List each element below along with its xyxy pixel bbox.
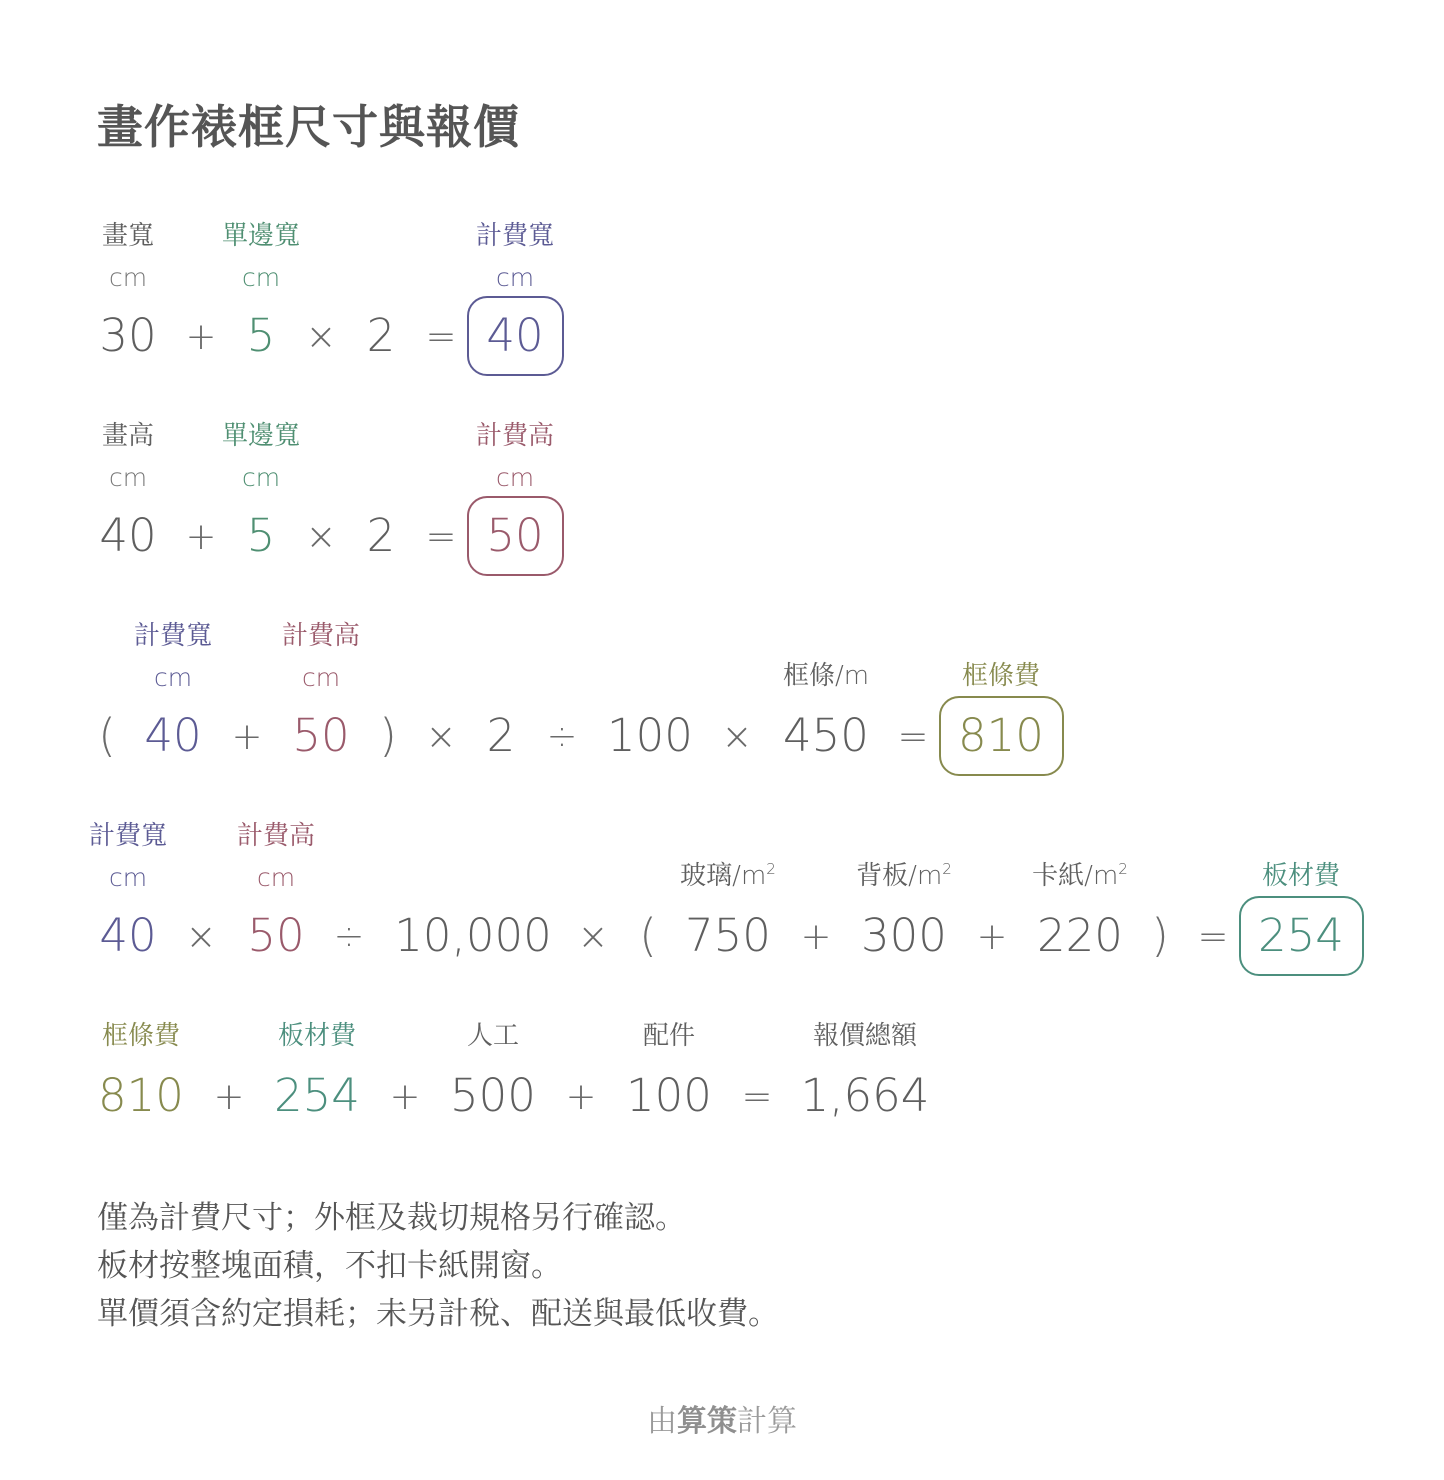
unit-label: cm	[108, 463, 148, 492]
labor-value: 500	[450, 1069, 536, 1122]
billing-height-result: 50	[486, 509, 544, 562]
plus-operator: +	[231, 715, 263, 758]
note-line: 僅為計費尺寸；外框及裁切規格另行確認。	[97, 1200, 686, 1236]
footer-prefix: 由	[647, 1404, 677, 1439]
times-operator: ×	[425, 715, 457, 758]
plus-operator: +	[389, 1075, 421, 1118]
billing-height-value: 50	[247, 909, 305, 962]
mat-rate-label: 卡紙$/m^2$	[1032, 860, 1128, 891]
frame-cost-value: 810	[98, 1069, 184, 1122]
note-line: 板材按整塊面積，不扣卡紙開窗。	[97, 1248, 562, 1284]
billing-width-value: 40	[99, 909, 157, 962]
hardware-value: 100	[626, 1069, 712, 1122]
notes	[97, 1194, 779, 1338]
equals-operator: =	[741, 1075, 773, 1118]
divide-operator: ÷	[546, 715, 578, 758]
unit-label: cm	[241, 263, 281, 292]
unit-label: cm	[108, 863, 148, 892]
glass-rate-label: 玻璃$/m^2$	[680, 860, 776, 891]
unit-label: cm	[301, 663, 341, 692]
unit-label: cm	[495, 463, 535, 492]
equals-operator: =	[425, 515, 457, 558]
equals-operator: =	[425, 315, 457, 358]
close-paren: )	[1151, 909, 1169, 962]
glass-rate-value: 750	[685, 909, 771, 962]
open-paren: (	[98, 709, 116, 762]
side-width-value: 5	[246, 309, 276, 362]
billing-width-label: 計費寬	[133, 621, 213, 651]
moulding-rate-label: 框條/m	[782, 661, 870, 691]
side-width-label: 單邊寬	[221, 421, 301, 451]
billing-width-label: 計費寬	[475, 221, 555, 251]
close-paren: )	[379, 709, 397, 762]
side-width-label: 單邊寬	[221, 221, 301, 251]
side-count-value: 2	[366, 509, 396, 562]
mat-rate-value: 220	[1037, 909, 1123, 962]
unit-label: cm	[241, 463, 281, 492]
note-line: 單價須含約定損耗；未另計稅、配送與最低收費。	[97, 1296, 779, 1332]
billing-width-value: 40	[144, 709, 202, 762]
painting-height-label: 畫高	[101, 421, 155, 451]
divide-operator: ÷	[333, 915, 365, 958]
open-paren: (	[639, 909, 657, 962]
plus-operator: +	[185, 515, 217, 558]
total-quote-label: 報價總額	[812, 1021, 918, 1051]
board-cost-value: 254	[274, 1069, 360, 1122]
board-cost-label: 板材費	[277, 1021, 357, 1051]
billing-height-label: 計費高	[475, 421, 555, 451]
billing-height-value: 50	[292, 709, 350, 762]
plus-operator: +	[213, 1075, 245, 1118]
times-operator: ×	[721, 715, 753, 758]
billing-height-label: 計費高	[236, 821, 316, 851]
backing-rate-label: 背板$/m^2$	[856, 860, 952, 891]
painting-height-value: 40	[99, 509, 157, 562]
plus-operator: +	[976, 915, 1008, 958]
billing-width-result: 40	[486, 309, 544, 362]
billing-width-label: 計費寬	[88, 821, 168, 851]
board-cost-result: 254	[1258, 909, 1344, 962]
labor-label: 人工	[466, 1021, 520, 1051]
side-width-value: 5	[246, 509, 276, 562]
plus-operator: +	[800, 915, 832, 958]
times-operator: ×	[305, 315, 337, 358]
times-operator: ×	[577, 915, 609, 958]
frame-cost-label: 框條費	[961, 661, 1041, 691]
frame-cost-label: 框條費	[101, 1021, 181, 1051]
painting-width-value: 30	[99, 309, 157, 362]
frame-cost-result: 810	[958, 709, 1044, 762]
hardware-label: 配件	[642, 1021, 696, 1051]
cm2-to-m2-divisor: 10,000	[394, 909, 552, 962]
painting-width-label: 畫寬	[101, 221, 155, 251]
moulding-rate-value: 450	[783, 709, 869, 762]
unit-label: cm	[108, 263, 148, 292]
billing-height-label: 計費高	[281, 621, 361, 651]
board-cost-label: 板材費	[1261, 861, 1341, 891]
equals-operator: =	[897, 715, 929, 758]
times-operator: ×	[305, 515, 337, 558]
total-quote-value: 1,664	[800, 1069, 930, 1122]
unit-label: cm	[495, 263, 535, 292]
footer-credit	[0, 1396, 1444, 1440]
times-operator: ×	[185, 915, 217, 958]
unit-label: cm	[153, 663, 193, 692]
plus-operator: +	[185, 315, 217, 358]
page-title: 畫作裱框尺寸與報價	[97, 100, 520, 154]
equals-operator: =	[1197, 915, 1229, 958]
backing-rate-value: 300	[861, 909, 947, 962]
cm-to-m-divisor: 100	[607, 709, 693, 762]
plus-operator: +	[565, 1075, 597, 1118]
perimeter-multiplier: 2	[486, 709, 516, 762]
brand-name: 算策	[677, 1404, 737, 1439]
footer-suffix: 計算	[737, 1404, 797, 1439]
unit-label: cm	[256, 863, 296, 892]
side-count-value: 2	[366, 309, 396, 362]
